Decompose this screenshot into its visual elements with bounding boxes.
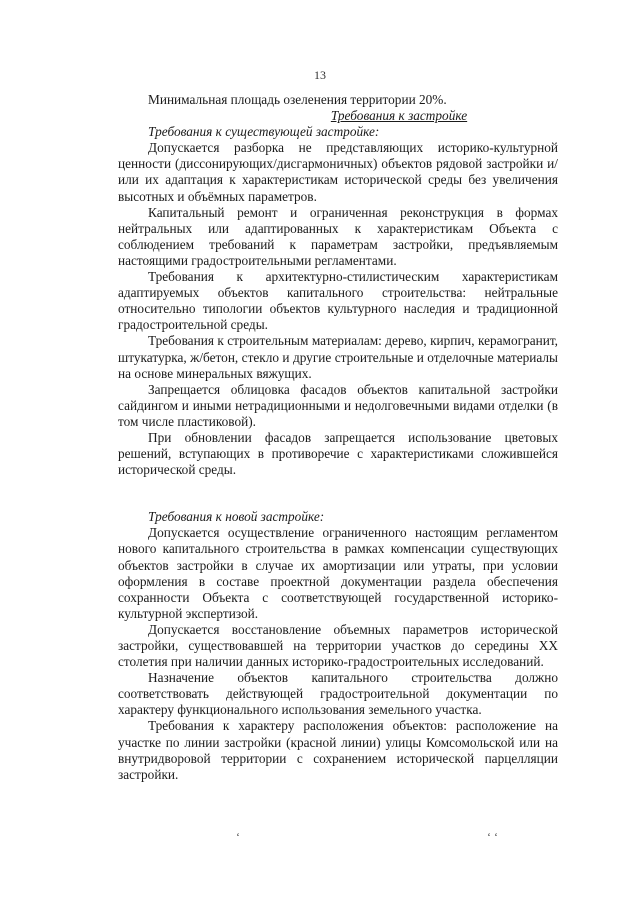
min-green-area-paragraph: Минимальная площадь озеленения территории 20%.	[148, 92, 447, 107]
existing-buildings-heading: Требования к существующей застройке:	[148, 124, 380, 140]
existing-paragraph: Требования к архитектурно-стилистическим характеристикам адаптируемых объектов капитального строительства: нейтральные относительно типологии объектов культурного наследия и традиционной градостроительной среды.	[118, 269, 558, 333]
scan-mark: ‘ ‘	[487, 830, 498, 844]
existing-paragraph: Капитальный ремонт и ограниченная реконструкция в формах нейтральных или адаптированных к характеристикам Объекта с соблюдением требований к параметрам застройки, предъявляемым настоящими градостроительными регламентами.	[118, 204, 558, 268]
existing-paragraph: Запрещается облицовка фасадов объектов капитальной застройки сайдингом и иными нетрадиционными и недолговечными видами отделки (в том числе пластиковой).	[118, 381, 558, 429]
new-paragraph: Допускается восстановление объемных параметров исторической застройки, существовавшей на территории участков до середины XX столетия при наличии данных историко-градостроительных исследований.	[118, 621, 558, 670]
existing-paragraph: Допускается разборка не представляющих историко-культурной ценности (диссонирующих/дисгармоничных) объектов рядовой застройки и/или их адаптация к характеристикам исторической среды без увеличения высотных и объёмных параметров.	[118, 140, 558, 204]
new-paragraph: Требования к характеру расположения объектов: расположение на участке по линии застройки (красной линии) улицы Комсомольской или на внутридворовой территории с сохранением исторической парцелляции застройки.	[118, 718, 558, 782]
document-body	[118, 92, 558, 783]
new-paragraph: Назначение объектов капитального строительства должно соответствовать действующей градостроительной документации по характеру функционального использования земельного участка.	[118, 670, 558, 718]
section-title: Требования к застройке	[330, 108, 468, 124]
existing-paragraph: Требования к строительным материалам: дерево, кирпич, керамогранит, штукатурка, ж/бетон, стекло и другие строительные и отделочные материалы на основе минеральных вяжущих.	[118, 333, 558, 381]
page-number: 13	[314, 68, 326, 82]
new-buildings-heading: Требования к новой застройке:	[148, 509, 325, 525]
new-paragraph: Допускается осуществление ограниченного настоящим регламентом нового капитального строительства в рамках компенсации существующих объектов застройки в случае их амортизации или утраты, при условии оформления в составе проектной документации раздела обеспечения сохранности Объекта с соответствующей государственной историко-культурной экспертизой.	[118, 525, 558, 621]
scan-mark: ‘	[236, 830, 240, 844]
existing-paragraph: При обновлении фасадов запрещается использование цветовых решений, вступающих в противоречие с характеристиками сложившейся исторической среды.	[118, 429, 558, 478]
